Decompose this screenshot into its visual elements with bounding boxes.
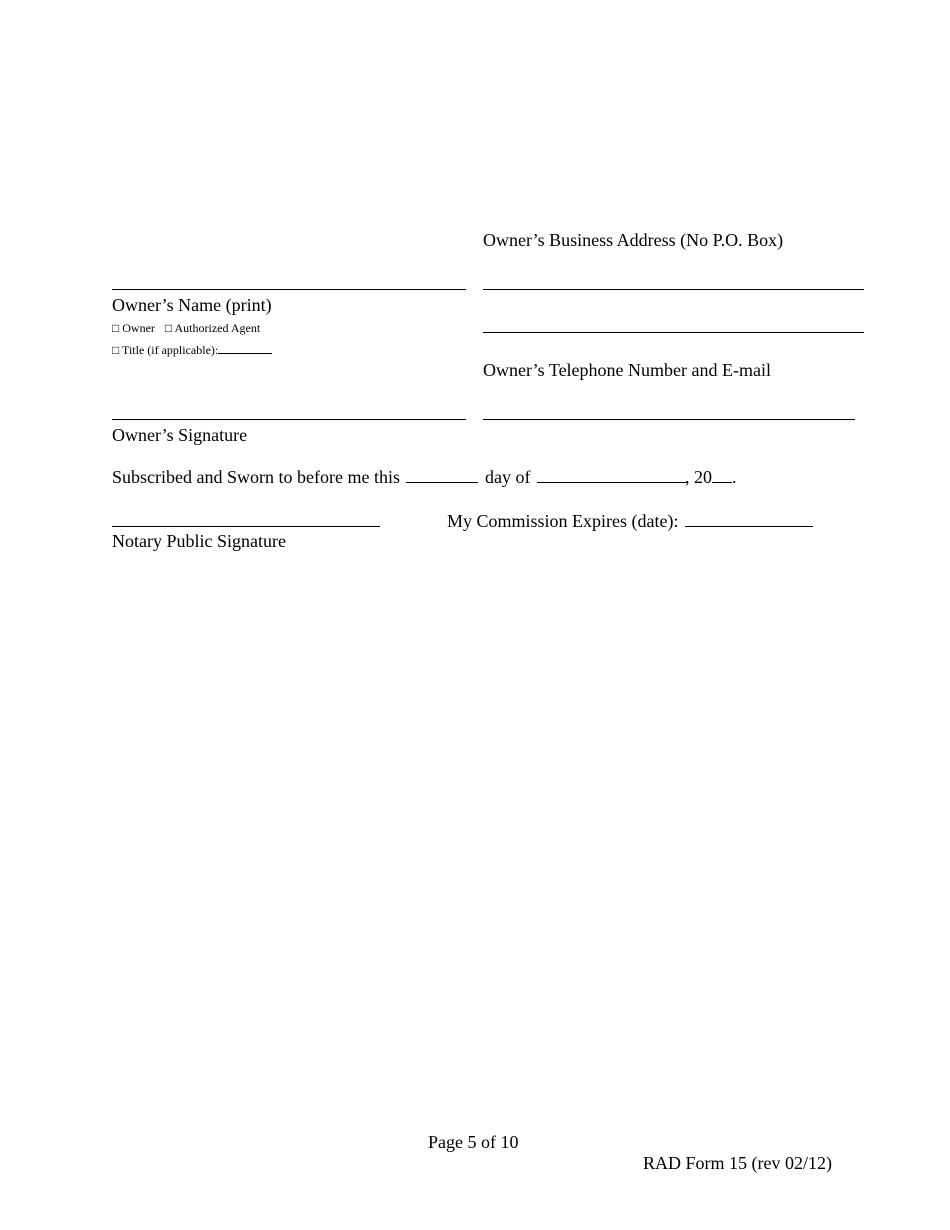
title-option [112,344,274,356]
owner-signature-label: Owner’s Signature [112,425,248,445]
business-address-line-1[interactable] [483,289,864,290]
jurat-statement [112,468,736,486]
owner-name-label: Owner’s Name (print) [112,295,272,315]
month-blank[interactable] [537,481,687,483]
commission-label: My Commission Expires (date): [447,511,679,531]
business-address-line-2[interactable] [483,332,864,333]
jurat-text-4: . [731,467,737,487]
jurat-text-1: Subscribed and Sworn to before me this [112,467,400,487]
agent-option-label: Authorized Agent [174,321,261,335]
agent-checkbox-icon[interactable]: □ [164,321,173,335]
phone-email-label: Owner’s Telephone Number and E-mail [483,360,771,380]
title-option-label: Title (if applicable): [122,343,219,357]
owner-option-label: Owner [122,321,155,335]
commission-date-blank[interactable] [685,525,813,527]
page-number: Page 5 of 10 [428,1132,519,1152]
business-address-label: Owner’s Business Address (No P.O. Box) [483,230,784,250]
year-blank[interactable] [712,481,732,483]
phone-email-line[interactable] [483,419,855,420]
title-checkbox-icon[interactable]: □ [112,343,120,357]
capacity-options [112,322,260,334]
commission-expires [447,512,815,530]
jurat-text-3: , 20 [684,467,712,487]
jurat-text-2: day of [484,467,531,487]
notary-signature-line[interactable] [112,526,380,527]
notary-signature-label: Notary Public Signature [112,531,286,551]
title-blank[interactable] [218,352,272,354]
owner-checkbox-icon[interactable]: □ [112,321,120,335]
day-blank[interactable] [406,481,478,483]
owner-name-line[interactable] [112,289,466,290]
form-identifier: RAD Form 15 (rev 02/12) [643,1153,832,1173]
owner-signature-line[interactable] [112,419,466,420]
